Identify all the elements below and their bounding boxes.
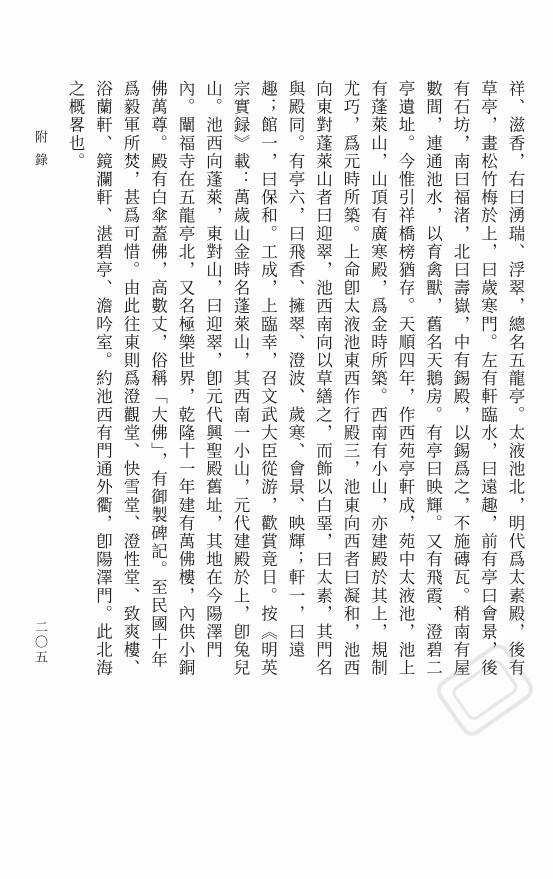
running-head: 附錄 xyxy=(32,130,47,176)
watermark-seal-icon xyxy=(425,630,545,750)
page-number: 二〇五 xyxy=(32,620,47,665)
body-text: 祥、滋香，右曰湧瑞、浮翠，總名五龍亭。太液池北，明代爲太素殿，後有草亭，畫松竹梅於上，曰歲寒門。左有軒臨水，曰遠趣，前有亭曰會景，後有石坊，南曰福渚，北曰壽嶽，中有錫殿，以錫爲之，不施磚瓦。稍南有屋數間，連通池水，以育禽獸，舊名天鵝房。有亭曰映輝。又有飛霞、澄碧二亭遺址。今惟引祥橋榜猶存。天順四年，作西苑亭軒成，苑中太液池，池上有蓬萊山，山頂有廣寒殿，爲金時所築。西南有小山，亦建殿於其上，規制尤巧，爲元時所築。上命卽太液池東西作行殿三，池東向西者曰凝和，池西向東對蓬萊山者曰迎翠，池西南向以草繕之，而飾以白堊，曰太素，其門名與殿同。有亭六，曰飛香、擁翠、澄波、歲寒、會景、映輝；軒一，曰遠趣；館一，曰保和。工成，上臨幸，召文武大臣從游，歡賞竟日。按《明英宗實録》載：萬歲山金時名蓬萊山，其西南一小山，元代建殿於上，卽兔兒山。池西向蓬萊，東對山，曰迎翠，卽元代興聖殿舊址，其地在今陽澤門內。闡福寺在五龍亭北，又名極樂世界，乾隆十一年建有萬佛樓，內供小銅佛萬尊。殿有白傘蓋佛，高數丈，俗稱「大佛」，有御製碑記。至民國十年爲毅軍所焚，甚爲可惜。由此往東則爲澄觀堂、快雪堂、澄性堂、致爽樓、浴蘭軒、鏡瀾軒、湛碧亭、澹吟室。約池西有門通外衢，卽陽澤門。此北海之概畧也。 xyxy=(66,80,525,678)
